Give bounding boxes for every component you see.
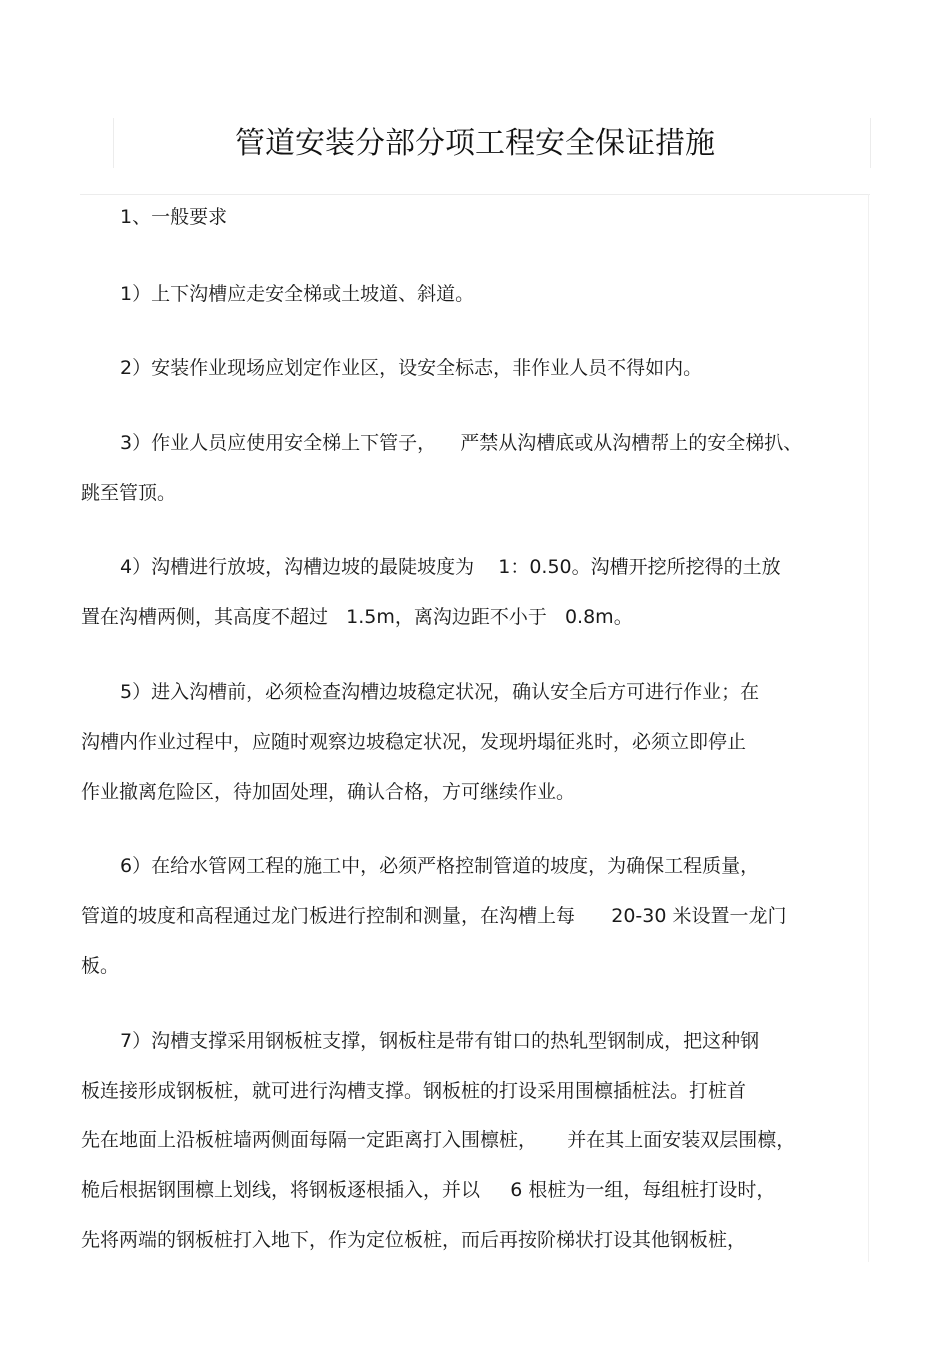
paragraph-line: 7）沟槽支撑采用钢板桩支撑，钢板柱是带有钳口的热轧型钢制成，把这种钢 xyxy=(120,1030,760,1052)
document-title: 管道安装分部分项工程安全保证措施 xyxy=(235,126,715,161)
paragraph-line: 先将两端的钢板桩打入地下，作为定位板桩，而后再按阶梯状打设其他钢板桩， xyxy=(81,1229,747,1251)
section-heading: 1、一般要求 xyxy=(120,206,228,228)
paragraph-line: 5）进入沟槽前，必须检查沟槽边坡稳定状况，确认安全后方可进行作业；在 xyxy=(120,681,760,703)
right-margin-line xyxy=(868,194,869,1262)
paragraph-line: 沟槽内作业过程中，应随时观察边坡稳定状况，发现坍塌征兆时，必须立即停止 xyxy=(81,731,747,753)
header-divider xyxy=(80,194,870,195)
paragraph-line: 板连接形成钢板桩，就可进行沟槽支撑。钢板桩的打设采用围檩插桩法。打桩首 xyxy=(81,1080,747,1102)
paragraph-line: 跳至管顶。 xyxy=(81,482,177,504)
paragraph-line: 6）在给水管网工程的施工中，必须严格控制管道的坡度，为确保工程质量， xyxy=(120,855,760,877)
paragraph-line: 1）上下沟槽应走安全梯或土坡道、斜道。 xyxy=(120,283,475,305)
paragraph-line: 2）安装作业现场应划定作业区，设安全标志，非作业人员不得如内。 xyxy=(120,357,703,379)
paragraph-line: 作业撤离危险区，待加固处理，确认合格，方可继续作业。 xyxy=(81,781,576,803)
paragraph-line: 板。 xyxy=(81,955,120,977)
paragraph-line: 先在地面上沿板桩墙两侧面每隔一定距离打入围檩桩， 并在其上面安装双层围檩， xyxy=(81,1129,796,1151)
paragraph-line: 4）沟槽进行放坡，沟槽边坡的最陡坡度为 1：0.50。沟槽开挖所挖得的土放 xyxy=(120,556,781,578)
paragraph-line: 3）作业人员应使用安全梯上下管子， 严禁从沟槽底或从沟槽帮上的安全梯扒、 xyxy=(120,432,803,454)
paragraph-line: 管道的坡度和高程通过龙门板进行控制和测量，在沟槽上每 20-30 米设置一龙门 xyxy=(81,905,787,927)
paragraph-line: 桅后根据钢围檩上划线，将钢板逐根插入，并以 6 根桩为一组，每组桩打设时， xyxy=(81,1179,776,1201)
paragraph-line: 置在沟槽两侧，其高度不超过 1.5m，离沟边距不小于 0.8m。 xyxy=(81,606,633,628)
